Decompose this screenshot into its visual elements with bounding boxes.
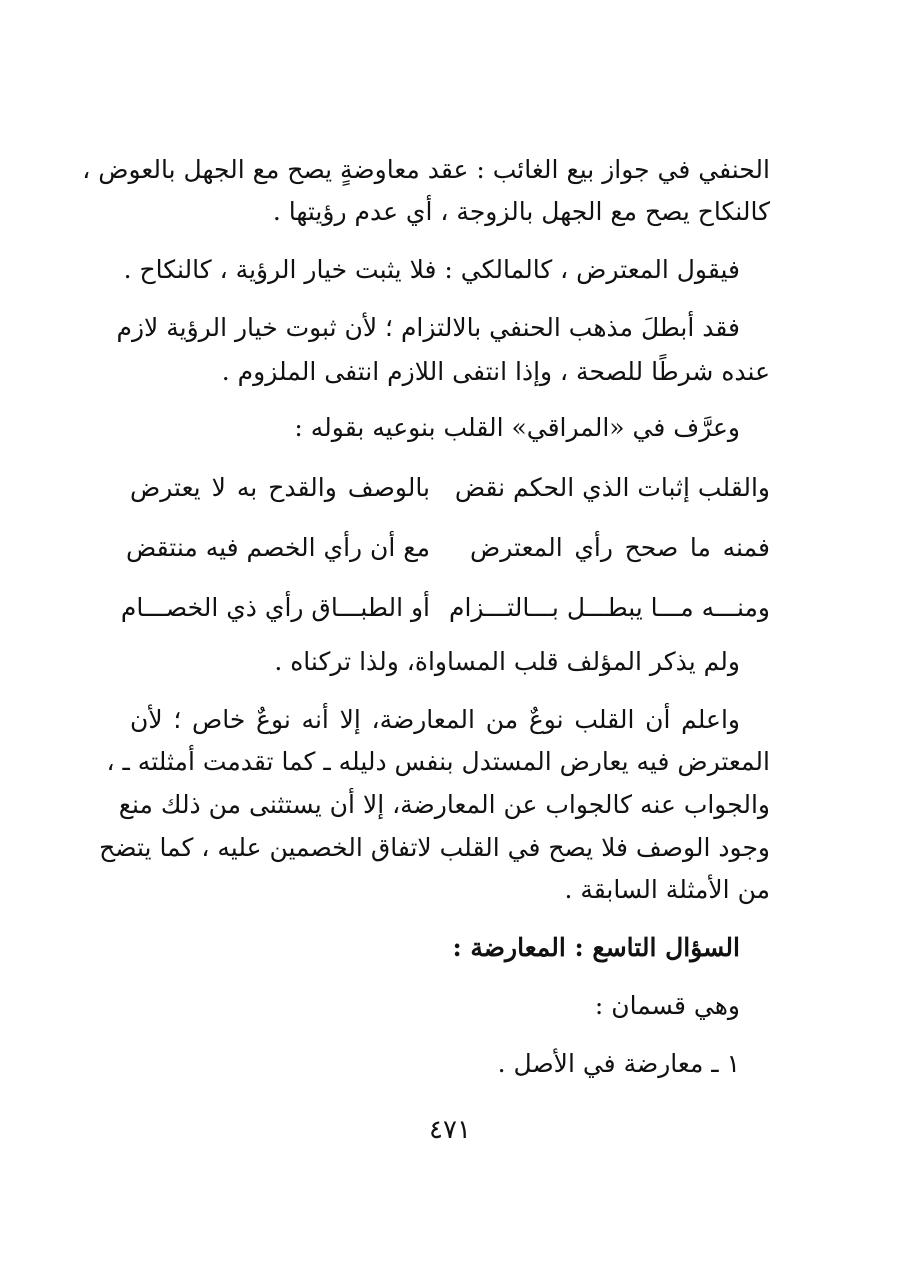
verse-second-hemistich: مع أن رأي الخصم فيه منتقض	[126, 533, 430, 562]
verse-first-hemistich: ومنـــه مـــا يبطـــل بـــالتـــزام	[448, 593, 770, 622]
verse-first-hemistich: والقلب إثبات الذي الحكم نقض	[454, 473, 770, 502]
list-item: ١ ـ معارضة في الأصل .	[497, 1049, 740, 1078]
paragraph-line: واعلم أن القلب نوعٌ من المعارضة، إلا أنه نوعٌ خاص ؛ لأن	[130, 705, 740, 734]
paragraph-line: كالنكاح يصح مع الجهل بالزوجة ، أي عدم رؤيتها .	[272, 197, 770, 226]
verse-second-hemistich: أو الطبـــاق رأي ذي الخصـــام	[120, 593, 430, 622]
page-number: ٤٧١	[429, 1115, 471, 1145]
section-heading: السؤال التاسع : المعارضة :	[452, 933, 740, 962]
section-intro: وهي قسمان :	[594, 991, 740, 1020]
paragraph-line: المعترض فيه يعارض المستدل بنفس دليله ـ كما تقدمت أمثلته ـ ،	[106, 747, 770, 776]
paragraph-line: وعرَّف في «المراقي» القلب بنوعيه بقوله :	[294, 413, 740, 442]
verse-second-hemistich: بالوصف والقدح به لا يعترض	[130, 473, 430, 502]
paragraph-line: فيقول المعترض ، كالمالكي : فلا يثبت خيار الرؤية ، كالنكاح .	[123, 255, 740, 284]
paragraph-line: عنده شرطًا للصحة ، وإذا انتفى اللازم انتفى الملزوم .	[221, 357, 770, 386]
paragraph-line: وجود الوصف فلا يصح في القلب لاتفاق الخصمين عليه ، كما يتضح	[99, 833, 770, 862]
paragraph-line: من الأمثلة السابقة .	[564, 875, 770, 904]
verse-first-hemistich: فمنه ما صحح رأي المعترض	[470, 533, 770, 562]
paragraph-line: الحنفي في جواز بيع الغائب : عقد معاوضةٍ يصح مع الجهل بالعوض ،	[82, 155, 770, 184]
paragraph-line: ولم يذكر المؤلف قلب المساواة، ولذا تركناه .	[274, 647, 740, 676]
paragraph-line: والجواب عنه كالجواب عن المعارضة، إلا أن يستثنى من ذلك منع	[118, 790, 770, 819]
paragraph-line: فقد أبطلَ مذهب الحنفي بالالتزام ؛ لأن ثبوت خيار الرؤية لازم	[116, 313, 740, 342]
